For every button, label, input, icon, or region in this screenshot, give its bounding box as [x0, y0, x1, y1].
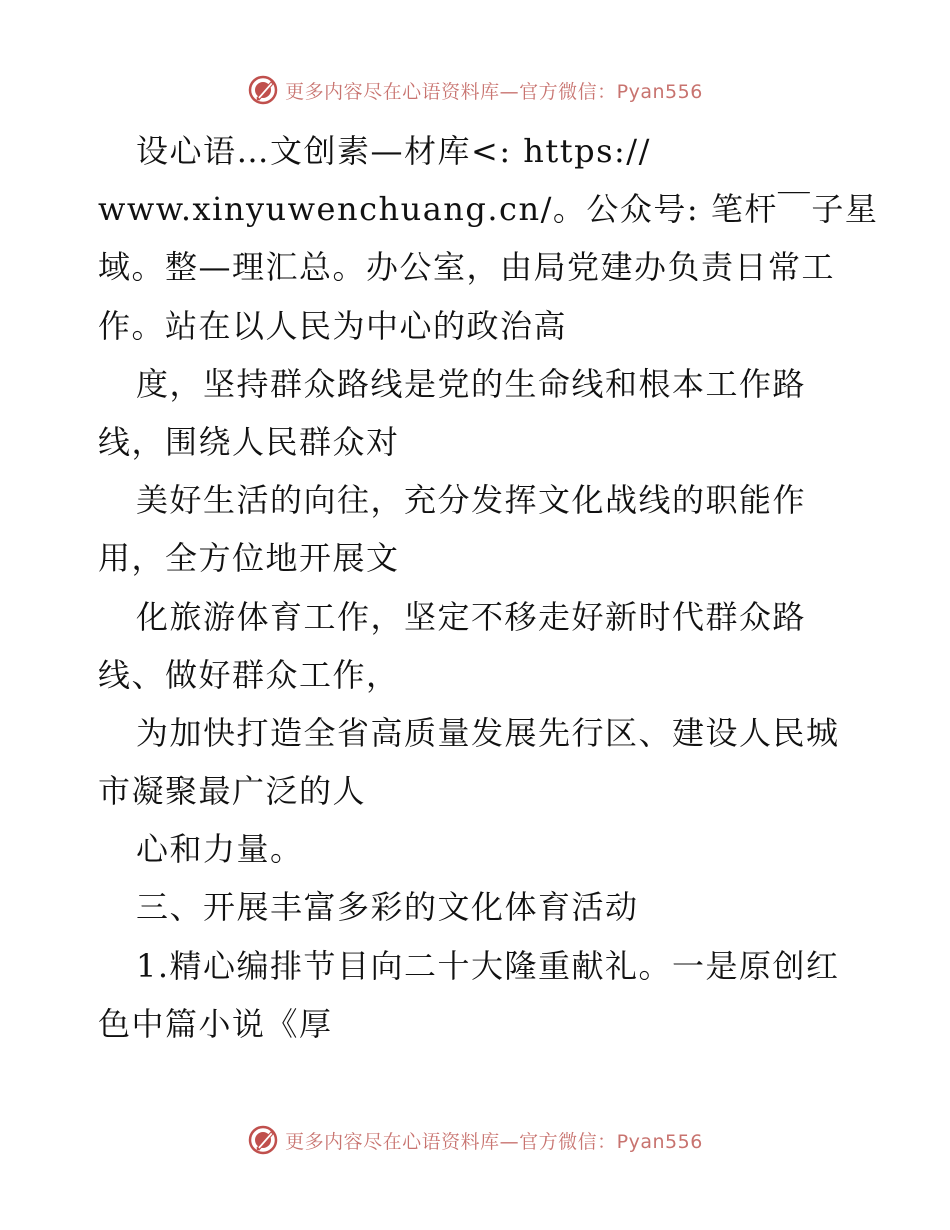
- text-line: 域。整—理汇总。办公室，由局党建办负责日常工: [98, 248, 836, 287]
- text-line: 1.精心编排节目向二十大隆重献礼。一是原创红: [136, 946, 840, 985]
- footer-watermark: [0, 1120, 950, 1160]
- text-line: 作。站在以人民为中心的政治高: [98, 306, 568, 345]
- pen-seal-icon: [247, 1124, 279, 1156]
- text-line: 三、开展丰富多彩的文化体育活动: [136, 888, 639, 927]
- text-line: 美好生活的向往，充分发挥文化战线的职能作: [136, 481, 807, 520]
- text-line: 线，围绕人民群众对: [98, 422, 400, 461]
- text-line: 心和力量。: [136, 830, 304, 869]
- document-body: [98, 122, 879, 1053]
- text-line: www.xinyuwenchuang.cn/。公众号: 笔杆￣子星: [98, 190, 879, 229]
- text-line: 设心语…文创素—材库<: https://: [136, 132, 651, 170]
- text-line: 色中篇小说《厚: [98, 1004, 333, 1043]
- header-watermark: [0, 70, 950, 110]
- watermark-text: 更多内容尽在心语资料库—官方微信：Pyan556: [285, 80, 703, 103]
- text-line: 为加快打造全省高质量发展先行区、建设人民城: [136, 713, 840, 752]
- text-line: 用，全方位地开展文: [98, 539, 400, 578]
- text-line: 度，坚持群众路线是党的生命线和根本工作路: [136, 364, 807, 403]
- text-line: 线、做好群众工作，: [98, 655, 400, 694]
- text-line: 化旅游体育工作，坚定不移走好新时代群众路: [136, 597, 807, 636]
- watermark-text: 更多内容尽在心语资料库—官方微信：Pyan556: [285, 1130, 703, 1153]
- text-line: 市凝聚最广泛的人: [98, 772, 367, 811]
- pen-seal-icon: [247, 74, 279, 106]
